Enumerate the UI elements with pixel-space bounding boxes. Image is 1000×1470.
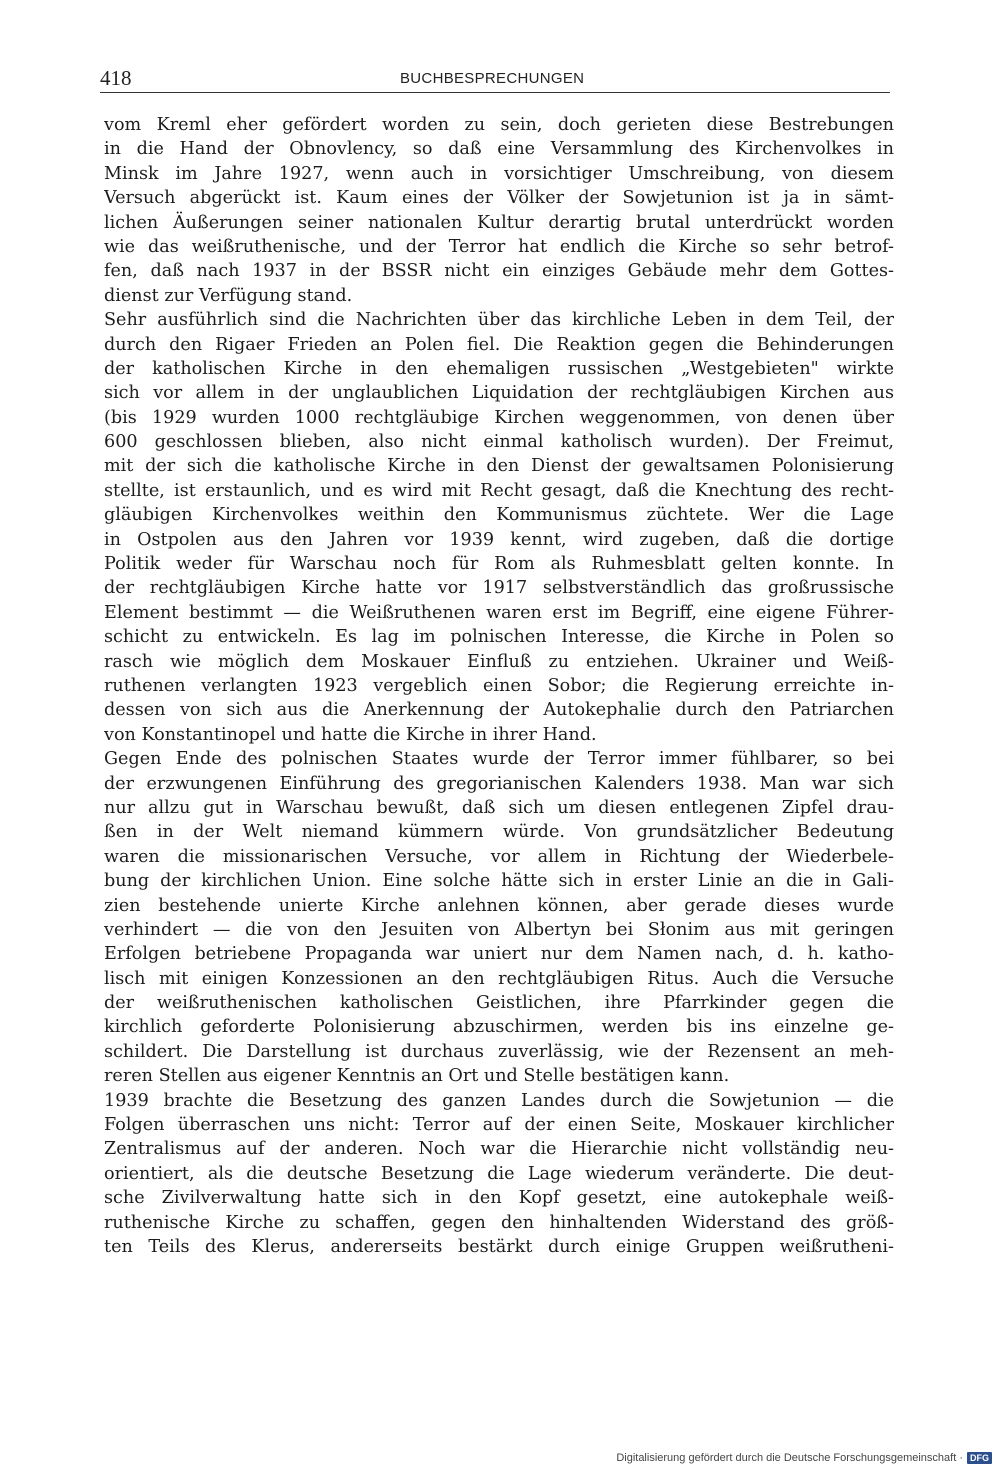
text-line: Element bestimmt — die Weißruthenen waren erst im Begriff, eine eigene Führer- — [104, 602, 894, 623]
text-line: reren Stellen aus eigener Kenntnis an Ort und Stelle bestätigen kann. — [104, 1066, 730, 1087]
text-line: verhindert — die von den Jesuiten von Albertyn bei Słonim aus mit geringen — [104, 919, 894, 940]
text-line: lisch mit einigen Konzessionen an den rechtgläubigen Ritus. Auch die Versuche — [104, 968, 894, 989]
text-line: Politik weder für Warschau noch für Rom als Ruhmesblatt gelten konnte. In — [104, 554, 894, 575]
text-line: bung der kirchlichen Union. Eine solche hätte sich in erster Linie an die in Gali- — [104, 871, 894, 892]
text-line: ruthenen verlangten 1923 vergeblich einen Sobor; die Regierung erreichte in- — [104, 675, 894, 696]
text-line: Sehr ausführlich sind die Nachrichten über das kirchliche Leben in dem Teil, der — [104, 310, 894, 331]
text-line: nur allzu gut in Warschau bewußt, daß sich um diesen entlegenen Zipfel drau- — [104, 797, 894, 818]
text-line: ten Teils des Klerus, andererseits bestärkt durch einige Gruppen weißrutheni- — [104, 1236, 894, 1257]
text-line: Gegen Ende des polnischen Staates wurde der Terror immer fühlbarer, so bei — [104, 749, 894, 770]
text-line: in Ostpolen aus den Jahren vor 1939 kennt, wird zugeben, daß die dortige — [104, 529, 894, 550]
text-line: sich vor allem in der unglaublichen Liquidation der rechtgläubigen Kirchen aus — [104, 383, 894, 404]
text-line: schildert. Die Darstellung ist durchaus zuverlässig, wie der Rezensent an meh- — [104, 1041, 894, 1062]
text-line: in die Hand der Obnovlency, so daß eine Versammlung des Kirchenvolkes in — [104, 139, 894, 160]
paragraph — [104, 113, 894, 308]
text-line: Zentralismus auf der anderen. Noch war die Hierarchie nicht vollständig neu- — [104, 1139, 894, 1160]
text-line: durch den Rigaer Frieden an Polen fiel. Die Reaktion gegen die Behinderungen — [104, 334, 894, 355]
text-line: Minsk im Jahre 1927, wenn auch in vorsichtiger Umschreibung, von diesem — [104, 163, 894, 184]
text-line: 1939 brachte die Besetzung des ganzen Landes durch die Sowjetunion — die — [104, 1090, 894, 1111]
text-line: wie das weißruthenische, und der Terror hat endlich die Kirche so sehr betrof- — [104, 236, 894, 257]
text-line: der weißruthenischen katholischen Geistlichen, ihre Pfarrkinder gegen die — [104, 993, 894, 1014]
text-line: lichen Äußerungen seiner nationalen Kultur derartig brutal unterdrückt worden — [104, 212, 894, 233]
text-line: stellte, ist erstaunlich, und es wird mit Recht gesagt, daß die Knechtung des recht- — [104, 480, 894, 501]
paragraph — [104, 308, 894, 747]
text-line: Versuch abgerückt ist. Kaum eines der Völker der Sowjetunion ist ja in sämt- — [104, 188, 894, 209]
paragraph — [104, 747, 894, 1088]
text-line: Folgen überraschen uns nicht: Terror auf der einen Seite, Moskauer kirchlicher — [104, 1115, 894, 1136]
text-line: rasch wie möglich dem Moskauer Einfluß zu entziehen. Ukrainer und Weiß- — [104, 651, 894, 672]
header-rule — [100, 92, 890, 93]
page-number: 418 — [100, 66, 132, 90]
paragraph — [104, 1089, 894, 1260]
text-line: fen, daß nach 1937 in der BSSR nicht ein einziges Gebäude mehr dem Gottes- — [104, 261, 894, 282]
text-line: kirchlich geforderte Polonisierung abzuschirmen, werden bis ins einzelne ge- — [104, 1017, 894, 1038]
footer-text: Digitalisierung gefördert durch die Deutsche Forschungsgemeinschaft · — [616, 1452, 963, 1464]
text-line: mit der sich die katholische Kirche in den Dienst der gewaltsamen Polonisierung — [104, 456, 894, 477]
text-line: dienst zur Verfügung stand. — [104, 285, 353, 306]
text-line: gläubigen Kirchenvolkes weithin den Kommunismus züchtete. Wer die Lage — [104, 505, 894, 526]
text-line: schicht zu entwickeln. Es lag im polnischen Interesse, die Kirche in Polen so — [104, 627, 894, 648]
text-line: (bis 1929 wurden 1000 rechtgläubige Kirchen weggenommen, von denen über — [104, 407, 894, 428]
text-line: ßen in der Welt niemand kümmern würde. Von grundsätzlicher Bedeutung — [104, 822, 894, 843]
text-line: der erzwungenen Einführung des gregorianischen Kalenders 1938. Man war sich — [104, 773, 894, 794]
text-line: waren die missionarischen Versuche, vor allem in Richtung der Wiederbele- — [104, 846, 894, 867]
text-line: dessen von sich aus die Anerkennung der Autokephalie durch den Patriarchen — [104, 700, 894, 721]
running-head: BUCHBESPRECHUNGEN — [400, 70, 585, 87]
footer-attribution — [616, 1452, 992, 1464]
text-line: zien bestehende unierte Kirche anlehnen können, aber gerade dieses wurde — [104, 895, 894, 916]
text-line: von Konstantinopel und hatte die Kirche in ihrer Hand. — [104, 724, 597, 745]
text-line: der katholischen Kirche in den ehemaligen russischen „Westgebieten" wirkte — [104, 358, 894, 379]
text-line: ruthenische Kirche zu schaffen, gegen den hinhaltenden Widerstand des größ- — [104, 1212, 894, 1233]
text-line: 600 geschlossen blieben, also nicht einmal katholisch wurden). Der Freimut, — [104, 432, 894, 453]
body-text — [104, 113, 894, 1259]
text-line: Erfolgen betriebene Propaganda war uniert nur dem Namen nach, d. h. katho- — [104, 944, 894, 965]
text-line: orientiert, als die deutsche Besetzung die Lage wiederum veränderte. Die deut- — [104, 1163, 894, 1184]
text-line: sche Zivilverwaltung hatte sich in den Kopf gesetzt, eine autokephale weiß- — [104, 1188, 894, 1209]
text-line: der rechtgläubigen Kirche hatte vor 1917 selbstverständlich das großrussische — [104, 578, 894, 599]
text-line: vom Kreml eher gefördert worden zu sein, doch gerieten diese Bestrebungen — [104, 115, 894, 135]
dfg-logo: DFG — [967, 1452, 992, 1464]
